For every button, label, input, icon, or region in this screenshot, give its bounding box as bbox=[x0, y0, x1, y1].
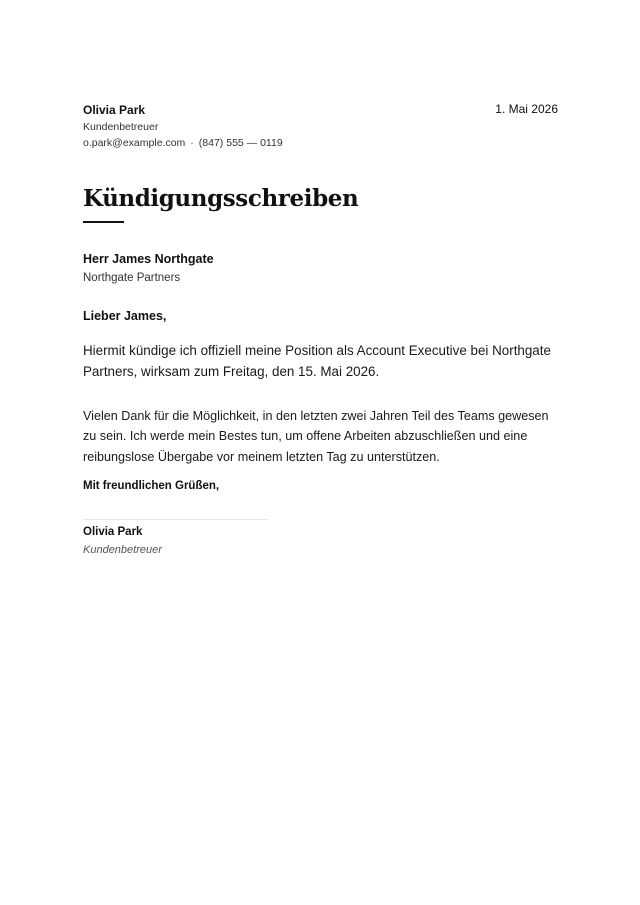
salutation: Lieber James, bbox=[83, 309, 167, 323]
sender-block bbox=[83, 102, 403, 151]
signature-line bbox=[83, 519, 268, 520]
recipient-block bbox=[83, 251, 214, 287]
sender-contact bbox=[83, 135, 403, 151]
recipient-name: Herr James Northgate bbox=[83, 252, 214, 266]
letter-page bbox=[83, 0, 558, 905]
signature-role: Kundenbetreuer bbox=[83, 544, 162, 556]
body-paragraph-2: Vielen Dank für die Möglichkeit, in den letzten zwei Jahren Teil des Teams gewesen zu sein. Ich werde mein Bestes tun, um offene Arbeiten abzuschließen und eine reibungslose Übergabe vor meinem letzten Tag zu unterstützen. bbox=[83, 409, 549, 464]
letter-title: Kündigungsschreiben bbox=[83, 185, 359, 212]
signature-name: Olivia Park bbox=[83, 526, 143, 538]
recipient-company: Northgate Partners bbox=[83, 272, 181, 284]
letter-date: 1. Mai 2026 bbox=[495, 102, 558, 116]
sender-role: Kundenbetreuer bbox=[83, 121, 159, 133]
closing: Mit freundlichen Grüßen, bbox=[83, 480, 220, 492]
sender-email: o.park@example.com bbox=[83, 137, 186, 149]
contact-separator: · bbox=[190, 137, 194, 149]
title-underline bbox=[83, 221, 124, 223]
sender-phone: (847) 555 — 0119 bbox=[198, 137, 283, 149]
body-paragraph-1: Hiermit kündige ich offiziell meine Position als Account Executive bei Northgate Partners, wirksam zum Freitag, den 15. Mai 2026. bbox=[83, 343, 551, 379]
sender-name: Olivia Park bbox=[83, 103, 146, 117]
